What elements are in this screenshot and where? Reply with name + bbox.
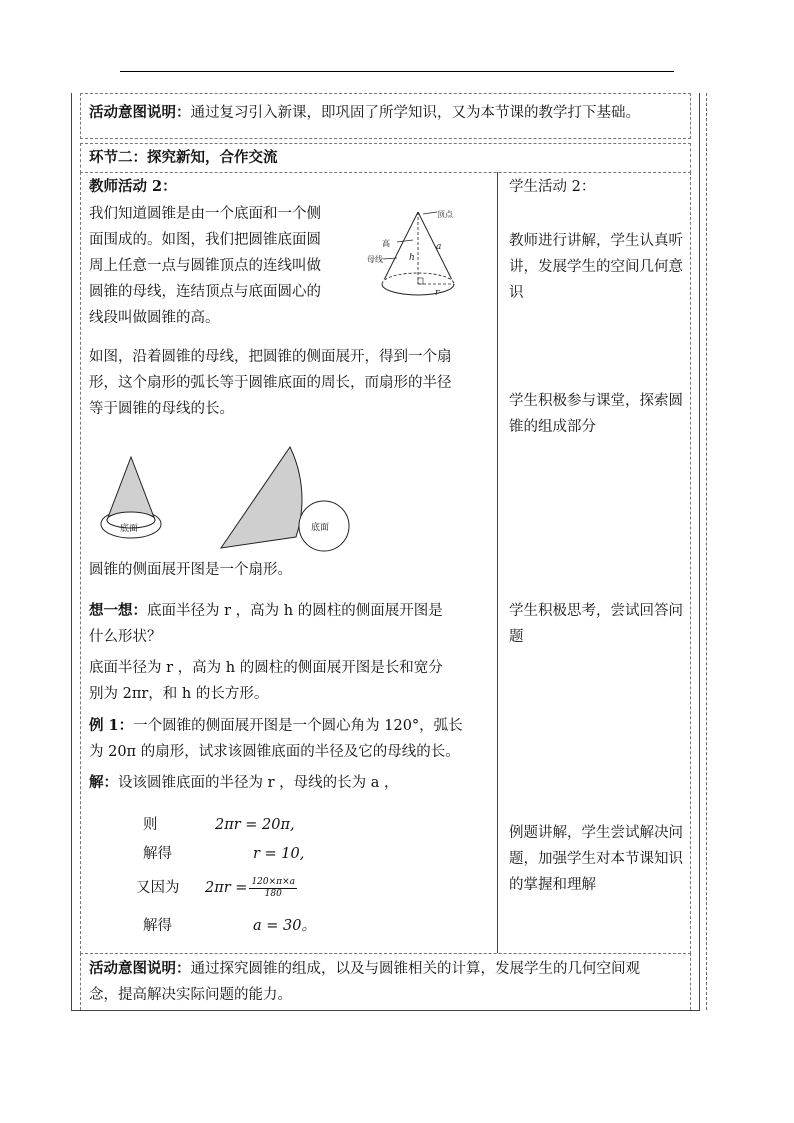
- solution-intro: 解：设该圆锥底面的半径为 r ，母线的长为 a ，: [89, 774, 399, 791]
- teacher-para-3: 圆锥的侧面展开图是一个扇形。: [89, 562, 292, 578]
- intent-row-2: [80, 953, 691, 1010]
- net-diagram: [91, 447, 361, 557]
- cone-base-label: 底面: [120, 524, 139, 534]
- activity-row: [80, 172, 691, 954]
- student-note-4: 例题讲解，学生尝试解决问 题，加强学生对本节课知识 的掌握和理解: [509, 825, 683, 893]
- svg-text:a: a: [436, 242, 442, 252]
- step-1-equation: 2πr = 20π,: [215, 817, 295, 833]
- step-2-word: 解得: [143, 846, 172, 862]
- outer-dashed-rule: [706, 93, 707, 1010]
- step-4-equation: a = 30。: [253, 918, 316, 934]
- step-2-equation: r = 10,: [253, 846, 305, 862]
- column-divider: [497, 172, 498, 953]
- step-4-word: 解得: [143, 918, 172, 934]
- think-question: 想一想：底面半径为 r ，高为 h 的圆柱的侧面展开图是 什么形状？: [89, 602, 443, 645]
- slant-label: 母线: [367, 255, 383, 264]
- svg-text:r: r: [435, 288, 440, 298]
- teacher-para-2: 如图，沿着圆锥的母线，把圆锥的侧面展开，得到一个扇 形，这个扇形的弧长等于圆锥底面的周长，而扇形的半径 等于圆锥的母线的长。: [89, 349, 452, 417]
- intent-text-1: 活动意图说明：通过复习引入新课，即巩固了所学知识，又为本节课的教学打下基础。: [89, 104, 640, 121]
- step-1-word: 则: [143, 817, 158, 833]
- section-row: [80, 143, 691, 173]
- height-label: 高: [382, 239, 390, 248]
- student-note-3: 学生积极思考，尝试回答问 题: [509, 603, 683, 645]
- disk-base-label: 底面: [311, 523, 330, 533]
- step-3-word: 又因为: [136, 880, 180, 896]
- intent-label: 活动意图说明：: [89, 104, 191, 121]
- step-3-equation: 2πr = $\frac{120\times\pi\times a}{180}$: [205, 876, 295, 899]
- section-title: 环节二：探究新知，合作交流: [89, 149, 278, 166]
- intent-row-1: [80, 93, 691, 139]
- student-note-2: 学生积极参与课堂，探索圆 锥的组成部分: [509, 393, 683, 435]
- apex-label: 顶点: [437, 210, 453, 219]
- header-rule: [120, 71, 674, 72]
- student-note-1: 教师进行讲解，学生认真听 讲，发展学生的空间几何意 识: [509, 233, 683, 301]
- teacher-heading: 教师活动 2：: [89, 178, 177, 195]
- example-1: 例 1：一个圆锥的侧面展开图是一个圆心角为 120°，弧长 为 20π 的扇形，试求该圆锥底面的半径及它的母线的长。: [89, 717, 463, 760]
- student-heading: 学生活动 2：: [509, 179, 596, 195]
- intent-text-2: 活动意图说明：通过探究圆锥的组成，以及与圆锥相关的计算，发展学生的几何空间观 念，提高解决实际问题的能力。: [89, 960, 640, 1003]
- lesson-table: [71, 93, 700, 1011]
- svg-text:h: h: [409, 253, 415, 263]
- cone-diagram: [367, 210, 493, 322]
- think-answer: 底面半径为 r ，高为 h 的圆柱的侧面展开图是长和宽分 别为 2πr，和 h 的长方形。: [89, 660, 443, 702]
- teacher-para-1: 我们知道圆锥是由一个底面和一个侧 面围成的。如图，我们把圆锥底面圆 周上任意一点与圆锥顶点的连线叫做 圆锥的母线，连结顶点与底面圆心的 线段叫做圆锥的高。: [89, 206, 321, 326]
